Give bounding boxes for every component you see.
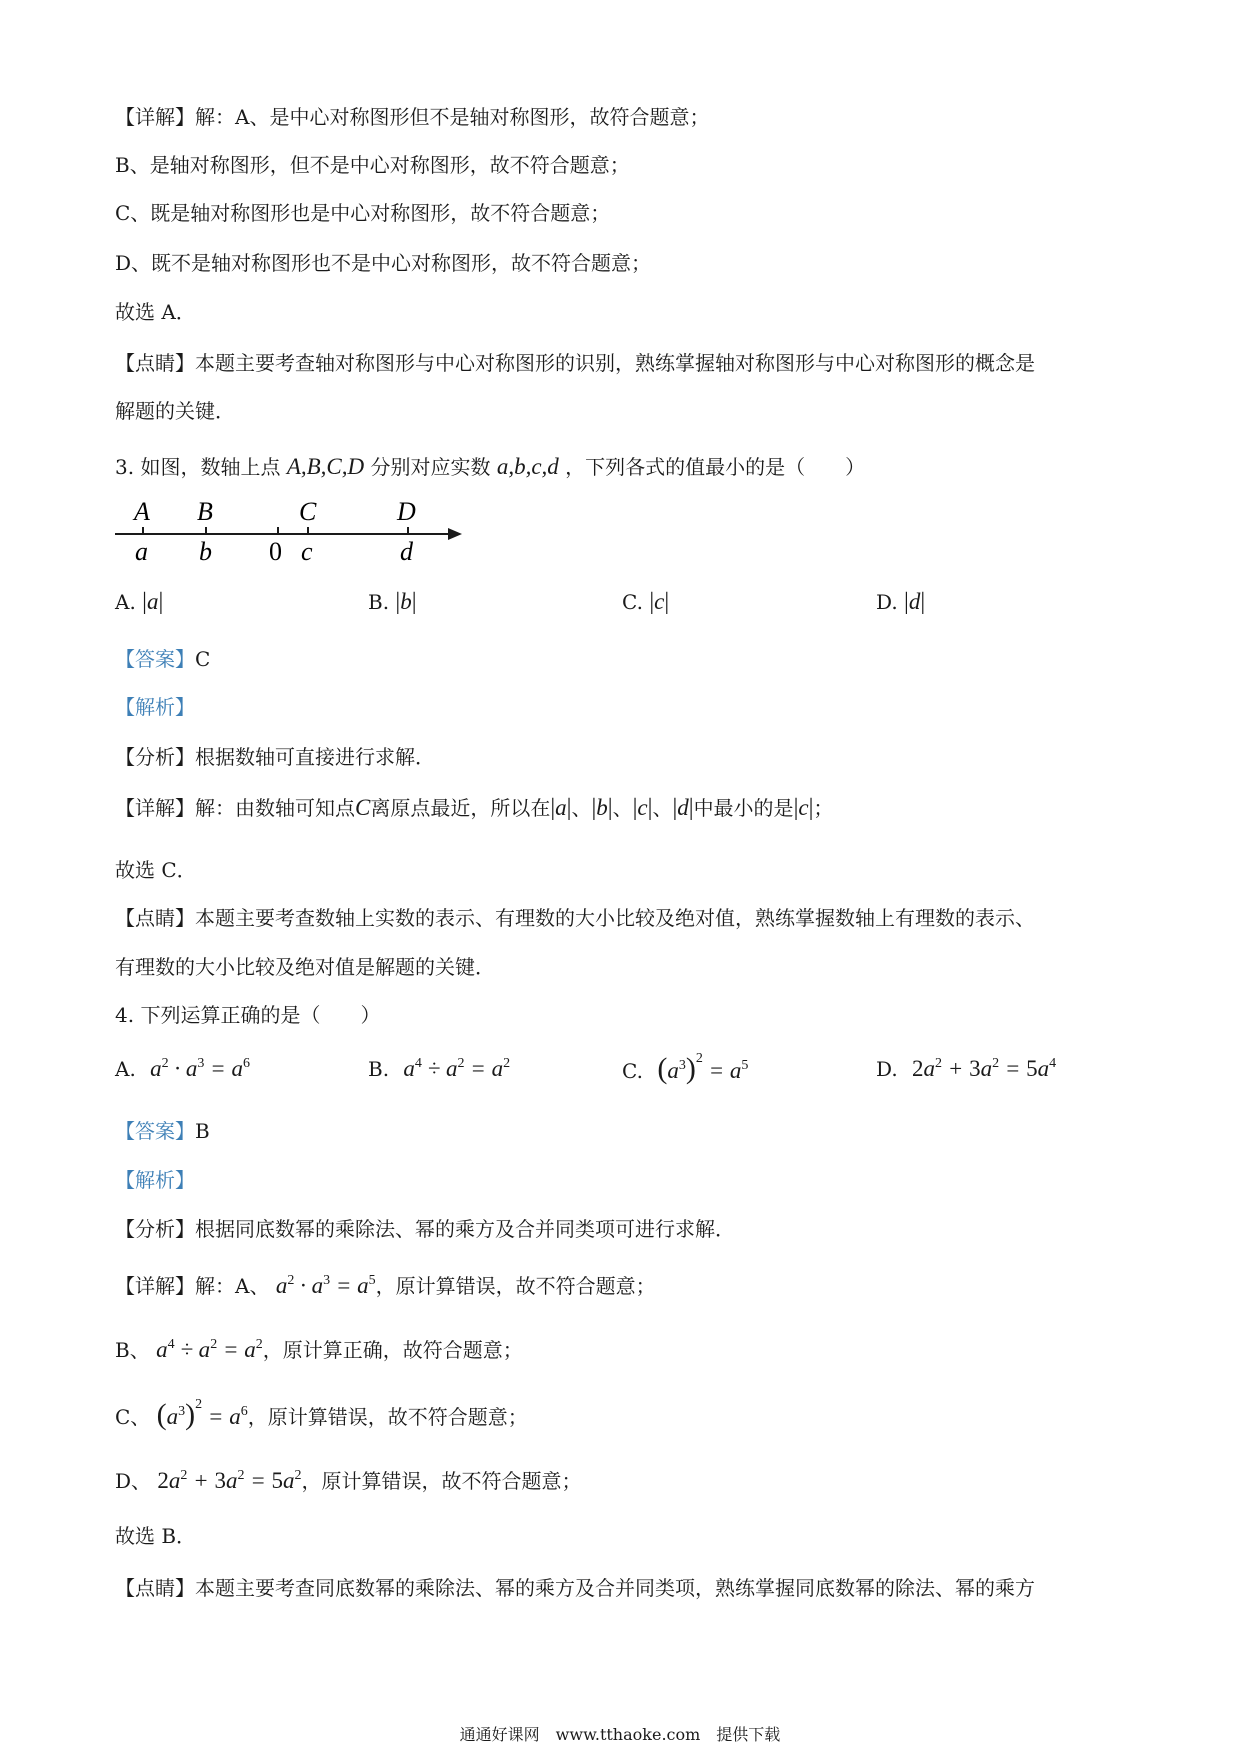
detail-line: D、既不是轴对称图形也不是中心对称图形，故不符合题意；: [115, 251, 652, 275]
question-4-title: 4. 下列运算正确的是（ ）: [115, 1003, 381, 1027]
arrow-head-icon: [448, 528, 462, 540]
q3-option-b: B. |b|: [368, 589, 417, 615]
q3-dianjing: 【点睛】本题主要考查数轴上实数的表示、有理数的大小比较及绝对值，熟练掌握数轴上有理数的表示、: [115, 906, 1035, 930]
q3-choose: 故选 C．: [115, 858, 197, 882]
label-upper-b: B: [197, 497, 213, 526]
answer-tag: 【答案】: [115, 1119, 195, 1143]
label-upper-c: C: [299, 497, 317, 526]
label-lower-d: d: [400, 537, 413, 566]
q4-detail-d: D、 $2a^2 + 3a^2 = 5a^2$，原计算错误，故不符合题意；: [115, 1468, 582, 1493]
detail-line: C、既是轴对称图形也是中心对称图形，故不符合题意；: [115, 201, 611, 225]
dianjing-line: 解题的关键．: [115, 399, 235, 423]
q3-dianjing: 有理数的大小比较及绝对值是解题的关键．: [115, 955, 495, 979]
q4-answer: 【答案】B: [115, 1119, 210, 1143]
q3-points: A,B,C,D: [286, 454, 365, 479]
q3-answer: 【答案】C: [115, 647, 211, 671]
answer-tag: 【答案】: [115, 647, 195, 671]
q3-analysis-tag: 【解析】: [115, 695, 195, 719]
detail-line: 【详解】解：A、是中心对称图形但不是轴对称图形，故符合题意；: [115, 105, 710, 129]
detail-line: B、是轴对称图形，但不是中心对称图形，故不符合题意；: [115, 153, 630, 177]
q4-detail-a: 【详解】解：A、 $a^2 \cdot a^3 = a^5$，原计算错误，故不符合题意；: [115, 1273, 656, 1298]
q4-choose: 故选 B．: [115, 1524, 197, 1548]
label-lower-0: 0: [269, 537, 282, 566]
q3-mid: 分别对应实数: [370, 455, 491, 479]
label-lower-a: a: [135, 537, 148, 566]
dianjing-line: 【点睛】本题主要考查轴对称图形与中心对称图形的识别，熟练掌握轴对称图形与中心对称图形的概念是: [115, 351, 1035, 375]
q3-vars: a,b,c,d: [496, 454, 559, 479]
q3-fenxi: 【分析】根据数轴可直接进行求解．: [115, 745, 435, 769]
label-lower-c: c: [301, 537, 313, 566]
q3-suffix: ，下列各式的值最小的是（ ）: [565, 455, 866, 479]
q4-detail-c: C、 $(a^3)^2 = a^6$，原计算错误，故不符合题意；: [115, 1397, 528, 1431]
q4-fenxi: 【分析】根据同底数幂的乘除法、幂的乘方及合并同类项可进行求解．: [115, 1217, 735, 1241]
q3-detail: 【详解】解：由数轴可知点C离原点最近，所以在|a|、|b|、|c|、|d|中最小的是|c|；: [115, 795, 834, 821]
q3-option-a: A. |a|: [115, 589, 164, 615]
q4-dianjing: 【点睛】本题主要考查同底数幂的乘除法、幂的乘方及合并同类项，熟练掌握同底数幂的除法、幂的乘方: [115, 1576, 1035, 1600]
choose-line: 故选 A．: [115, 300, 196, 324]
question-3-title: [115, 454, 865, 480]
label-upper-a: A: [134, 497, 150, 526]
label-lower-b: b: [199, 537, 212, 566]
q4-option-c: C. $(a^3)^2 = a^5$: [622, 1051, 749, 1085]
q4-option-a: A. $a^2 \cdot a^3 = a^6$: [115, 1056, 250, 1081]
q3-option-d: D. |d|: [876, 589, 926, 615]
q4-analysis-tag: 【解析】: [115, 1168, 195, 1192]
q4-option-b: B. $a^4 \div a^2 = a^2$: [368, 1056, 511, 1081]
label-upper-d: D: [397, 497, 416, 526]
page-footer: 通通好课网 www.tthaoke.com 提供下载: [459, 1725, 781, 1744]
q3-option-c: C. |c|: [622, 589, 670, 615]
q3-prefix: 3. 如图，数轴上点: [115, 455, 281, 479]
q4-detail-b: B、 $a^4 \div a^2 = a^2$，原计算正确，故符合题意；: [115, 1337, 523, 1362]
q4-option-d: D. $2a^2 + 3a^2 = 5a^4$: [876, 1056, 1057, 1081]
number-line: [110, 496, 470, 568]
